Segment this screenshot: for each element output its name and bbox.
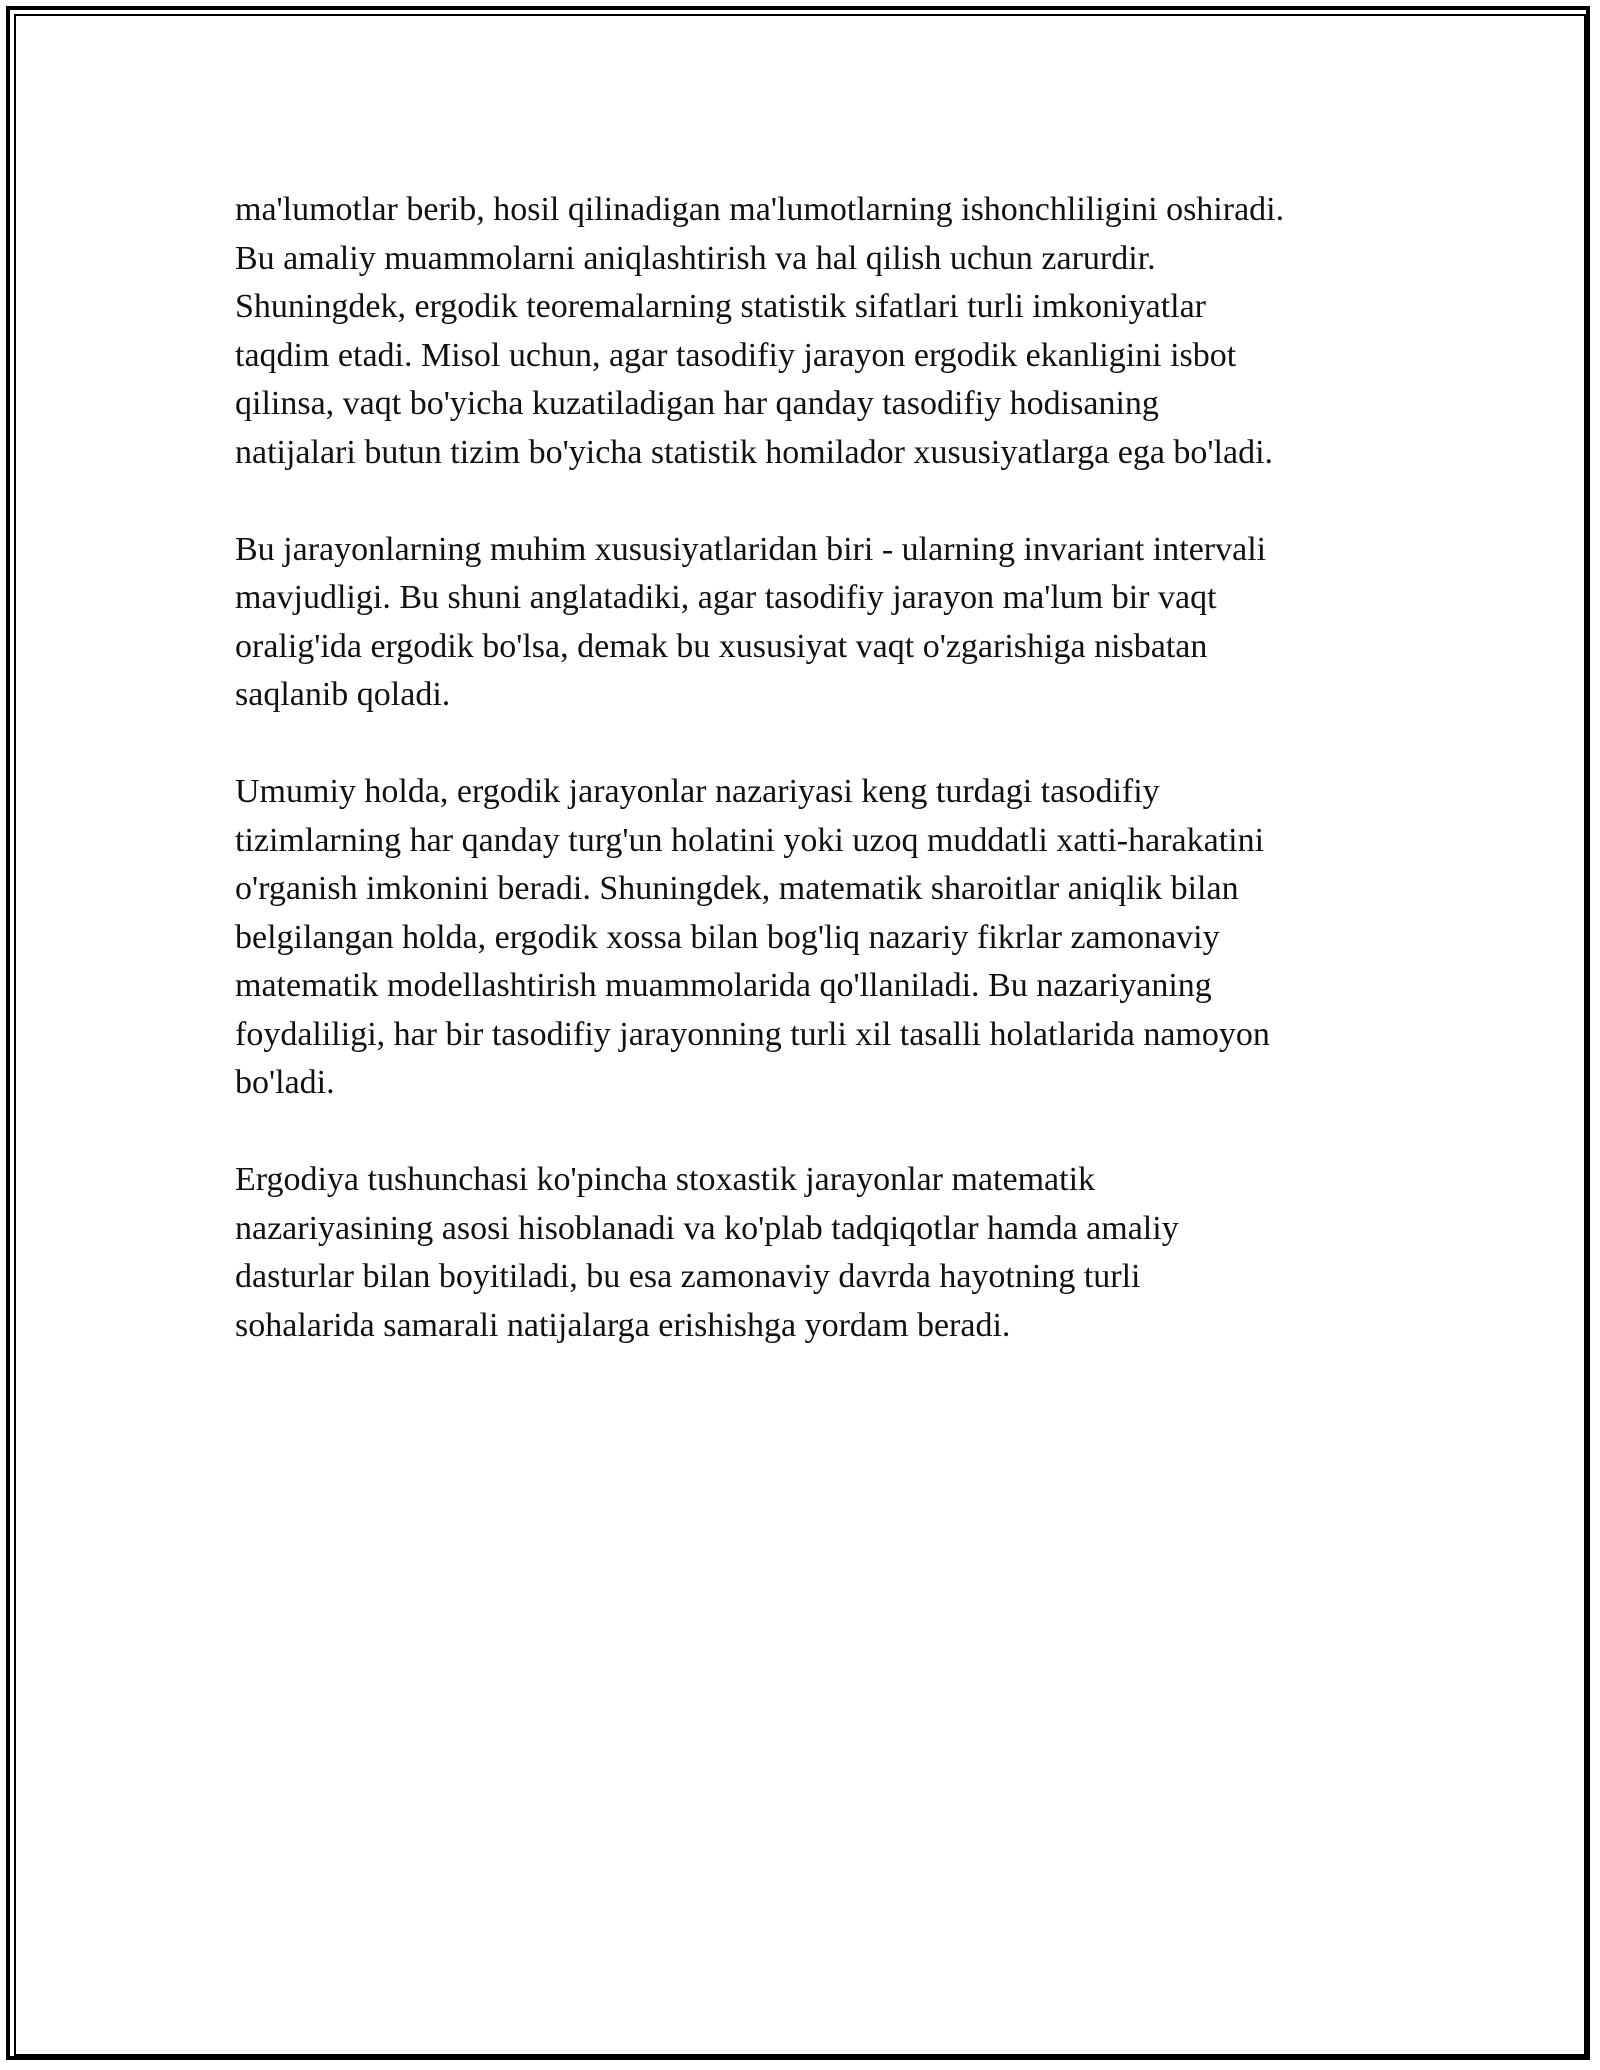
text-line: tizimlarning har qanday turg'un holatini yoki uzoq muddatli xatti-harakatini xyxy=(235,821,1265,859)
paragraph xyxy=(235,526,1395,720)
text-line: ma'lumotlar berib, hosil qilinadigan ma'lumotlarning ishonchliligini oshiradi. xyxy=(235,191,1285,228)
paragraph xyxy=(235,768,1395,1108)
text-line: Ergodiya tushunchasi ko'pincha stoxastik jarayonlar matematik xyxy=(235,1161,1096,1198)
text-line: sohalarida samarali natijalarga erishishga yordam beradi. xyxy=(235,1306,1011,1344)
text-line: Bu jarayonlarning muhim xususiyatlaridan biri - ularning invariant intervali xyxy=(235,530,1267,568)
text-line: nazariyasining asosi hisoblanadi va ko'plab tadqiqotlar hamda amaliy xyxy=(235,1209,1179,1247)
text-line: natijalari butun tizim bo'yicha statistik homilador xususiyatlarga ega bo'ladi. xyxy=(235,433,1274,471)
paragraph xyxy=(235,1156,1395,1350)
paragraph xyxy=(235,186,1395,477)
document-body xyxy=(235,186,1395,1399)
text-line: saqlanib qoladi. xyxy=(235,676,451,713)
text-line: Shuningdek, ergodik teoremalarning statistik sifatlari turli imkoniyatlar xyxy=(235,288,1207,325)
text-line: Umumiy holda, ergodik jarayonlar nazariyasi keng turdagi tasodifiy xyxy=(235,773,1160,810)
text-line: Bu amaliy muammolarni aniqlashtirish va hal qilish uchun zarurdir. xyxy=(235,239,1156,277)
text-line: qilinsa, vaqt bo'yicha kuzatiladigan har qanday tasodifiy hodisaning xyxy=(235,385,1159,422)
text-line: bo'ladi. xyxy=(235,1064,335,1101)
text-line: mavjudligi. Bu shuni anglatadiki, agar tasodifiy jarayon ma'lum bir vaqt xyxy=(235,579,1217,616)
text-line: foydaliligi, har bir tasodifiy jarayonning turli xil tasalli holatlarida namoyon xyxy=(235,1015,1270,1053)
text-line: matematik modellashtirish muammolarida qo'llaniladi. Bu nazariyaning xyxy=(235,967,1212,1004)
text-line: oralig'ida ergodik bo'lsa, demak bu xususiyat vaqt o'zgarishiga nisbatan xyxy=(235,627,1208,665)
text-line: dasturlar bilan boyitiladi, bu esa zamonaviy davrda hayotning turli xyxy=(235,1258,1141,1295)
text-line: taqdim etadi. Misol uchun, agar tasodifiy jarayon ergodik ekanligini isbot xyxy=(235,336,1237,374)
text-line: o'rganish imkonini beradi. Shuningdek, matematik sharoitlar aniqlik bilan xyxy=(235,870,1239,907)
text-line: belgilangan holda, ergodik xossa bilan bog'liq nazariy fikrlar zamonaviy xyxy=(235,918,1220,956)
